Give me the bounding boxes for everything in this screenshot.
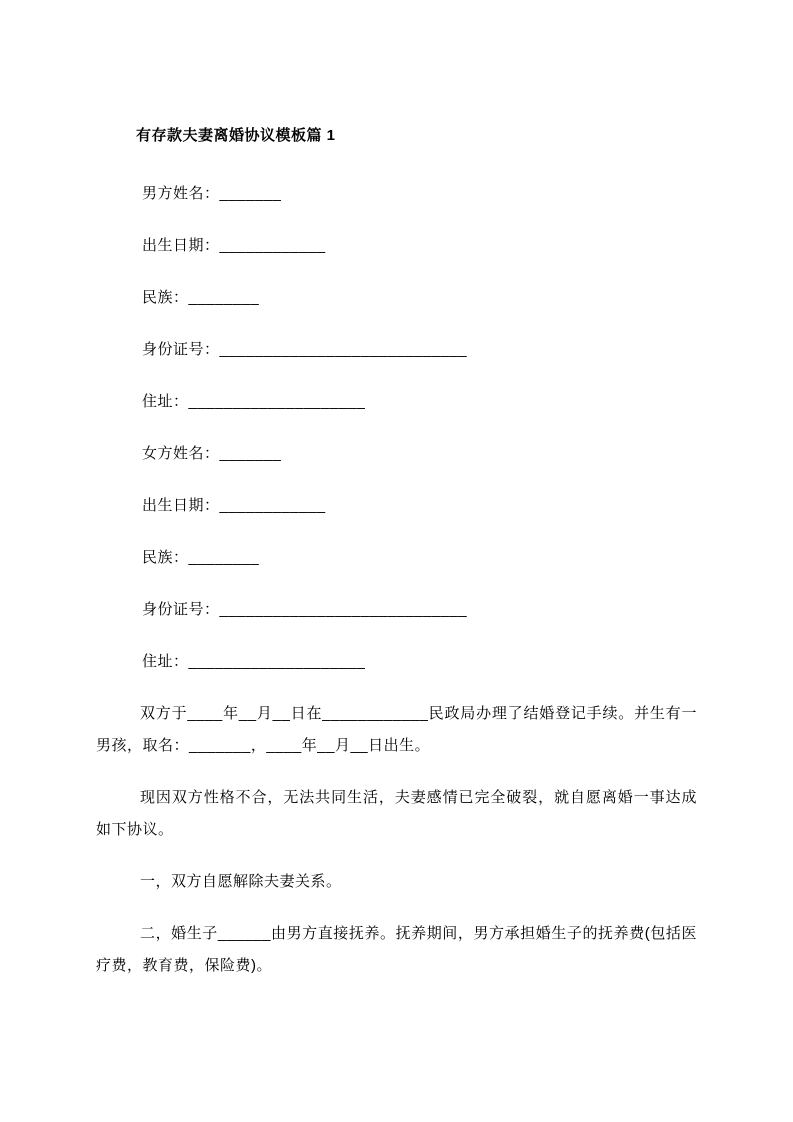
paragraph-divorce-reason: 现因双方性格不合，无法共同生活，夫妻感情已完全破裂，就自愿离婚一事达成如下协议。 (96, 789, 697, 838)
document-title: 有存款夫妻离婚协议模板篇 1 (136, 127, 336, 144)
paragraph-clause-1: 一，双方自愿解除夫妻关系。 (140, 873, 342, 890)
field-wife-birthdate: 出生日期：____________ (142, 497, 326, 514)
field-wife-id-number: 身份证号：____________________________ (142, 601, 468, 618)
paragraph-clause-2: 二，婚生子______由男方直接抚养。抚养期间，男方承担婚生子的抚养费(包括医疗费，教育费，保险费)。 (96, 925, 697, 974)
paragraph-marriage-registration: 双方于____年__月__日在____________民政局办理了结婚登记手续。并生有一男孩，取名：_______，____年__月__日出生。 (96, 705, 697, 754)
field-husband-name: 男方姓名：_______ (142, 185, 282, 202)
field-husband-birthdate: 出生日期：____________ (142, 237, 326, 254)
field-husband-address: 住址：____________________ (142, 393, 366, 410)
field-husband-ethnicity: 民族：________ (142, 289, 260, 306)
field-wife-address: 住址：____________________ (142, 653, 366, 670)
field-husband-id-number: 身份证号：____________________________ (142, 341, 468, 358)
field-wife-ethnicity: 民族：________ (142, 549, 260, 566)
field-wife-name: 女方姓名：_______ (142, 445, 282, 462)
